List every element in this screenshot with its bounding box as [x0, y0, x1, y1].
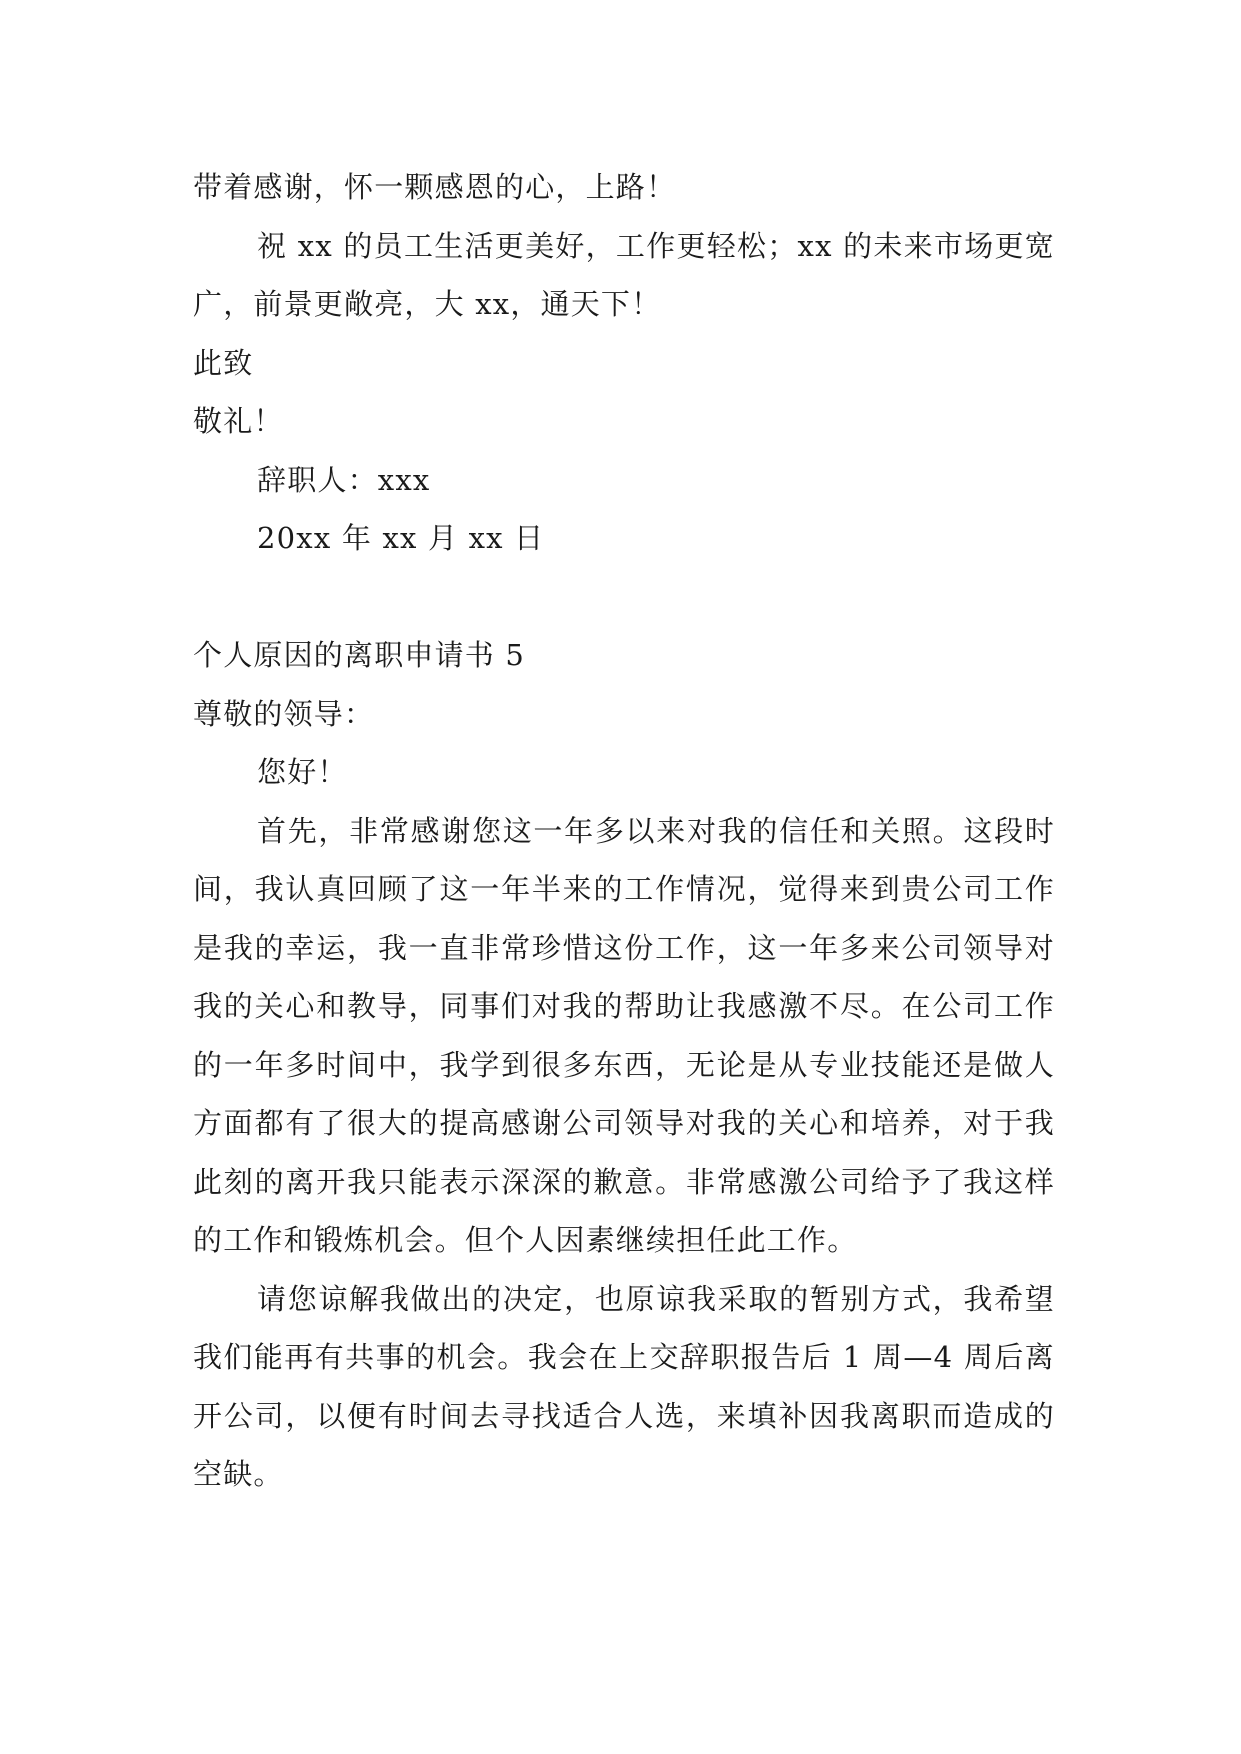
- body-paragraph-1: 首先，非常感谢您这一年多以来对我的信任和关照。这段时间，我认真回顾了这一年半来的工作情况，觉得来到贵公司工作是我的幸运，我一直非常珍惜这份工作，这一年多来公司领导对我的关心和教导，同事们对我的帮助让我感激不尽。在公司工作的一年多时间中，我学到很多东西，无论是从专业技能还是做人方面都有了很大的提高感谢公司领导对我的关心和培养，对于我此刻的离开我只能表示深深的歉意。非常感激公司给予了我这样的工作和锻炼机会。但个人因素继续担任此工作。: [193, 813, 1055, 1257]
- section-gap: [193, 568, 1055, 627]
- date-line: 20xx 年 xx 月 xx 日: [257, 521, 545, 555]
- document-body: [193, 158, 1055, 1504]
- signer-line: 辞职人：xxx: [257, 462, 431, 497]
- body-paragraph-2: 请您谅解我做出的决定，也原谅我采取的暂别方式，我希望我们能再有共事的机会。我会在上交辞职报告后 1 周—4 周后离开公司，以便有时间去寻找适合人选，来填补因我离职而造成的空缺。: [193, 1281, 1055, 1491]
- salutation-line-1: 此致: [193, 345, 254, 380]
- greeting-hello: 您好！: [257, 755, 348, 789]
- wish-paragraph: 祝 xx 的员工生活更美好，工作更轻松；xx 的未来市场更宽广，前景更敞亮，大 xx，通天下！: [193, 228, 1055, 321]
- salutation-line-2: 敬礼！: [193, 404, 284, 438]
- closing-thanks-line: 带着感谢，怀一颗感恩的心，上路！: [193, 170, 677, 204]
- section-title: 个人原因的离职申请书 5: [193, 638, 526, 672]
- greeting-addressee: 尊敬的领导：: [193, 696, 375, 731]
